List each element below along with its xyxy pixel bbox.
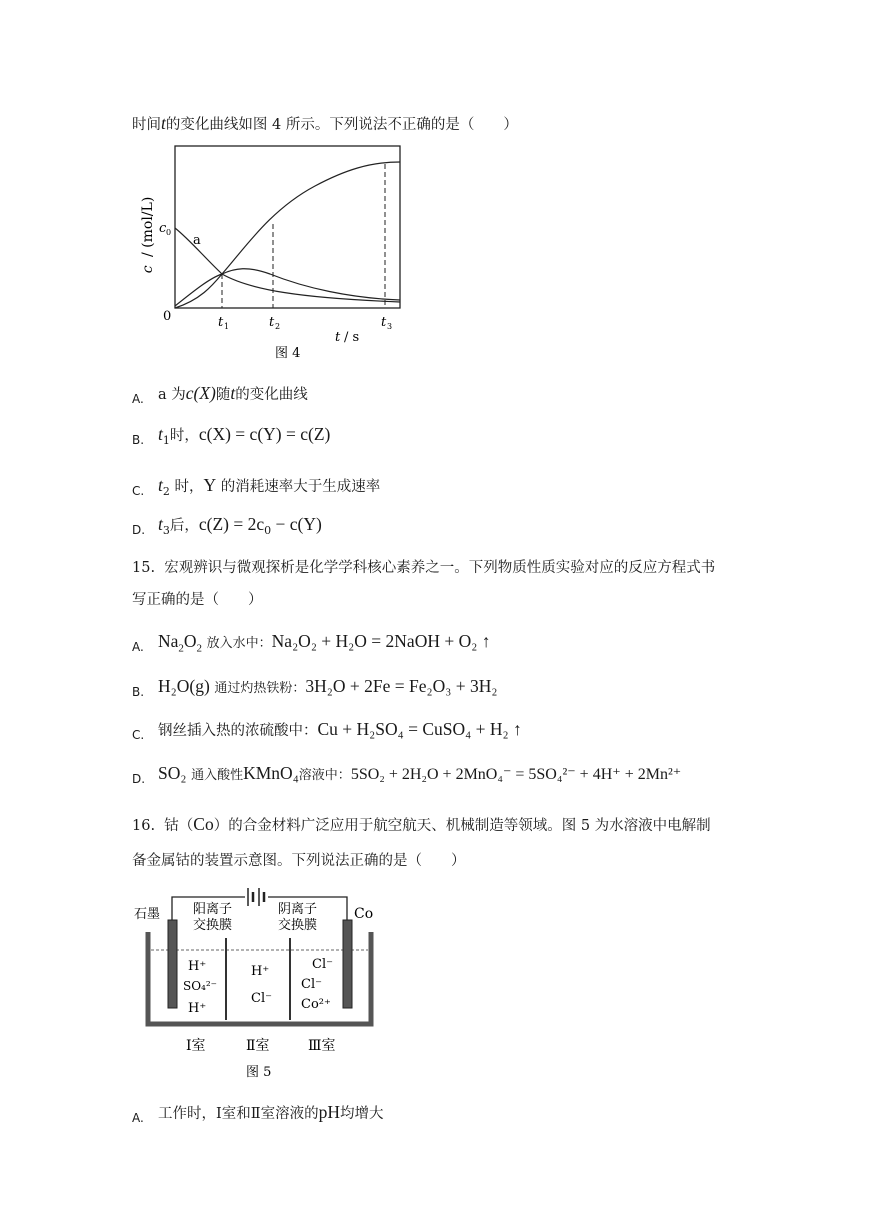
graphite-electrode [168,920,177,1008]
q16-stem-line2: 备金属钴的装置示意图。下列说法正确的是（ ） [132,853,466,869]
plot-frame [175,146,400,308]
room2-ion-2: Cl⁻ [251,991,272,1006]
q14-option-a: A. a 为c(X)随t的变化曲线 [132,383,308,406]
room3-ion-2: Cl⁻ [301,977,322,992]
cation-membrane-label-1: 阳离子 [193,902,233,917]
co-electrode [343,920,352,1008]
q15-option-b: B. H₂O(g) 通过灼热铁粉：3H₂O + 2Fe = Fe₂O₃ + 3H₂ [132,676,498,699]
q15-stem-line2: 写正确的是（ ） [132,592,263,608]
c0-sub: 0 [166,228,172,237]
q16-stem-line1: 16. 钴（Co）的合金材料广泛应用于航空航天、机械制造等领域。图 5 为水溶液中电解制 [132,814,711,834]
room1-label: Ⅰ室 [186,1038,206,1054]
room2-label: Ⅱ室 [246,1038,270,1054]
room1-ion-2: SO₄²⁻ [183,979,218,993]
t2-label: t [269,315,275,330]
t3-sub: 3 [387,322,393,331]
xlabel-unit: / s [344,330,360,345]
q15-option-c: C. 钢丝插入热的浓硫酸中：Cu + H₂SO₄ = CuSO₄ + H₂ ↑ [132,719,522,742]
anion-membrane-label-1: 阴离子 [278,902,318,917]
cation-membrane-label-2: 交换膜 [193,918,233,933]
ylabel-unit: / (mol/L) [140,196,156,257]
t1-label: t [218,315,224,330]
figure-5-caption: 图 5 [246,1065,272,1080]
room1-ion-1: H⁺ [188,959,207,974]
figure-4 [130,140,420,365]
q14-option-b: B. $t_1$时，c(X) = c(Y) = c(Z) [132,424,331,447]
room2-ion-1: H⁺ [251,964,270,979]
ylabel-c: c [140,265,156,274]
battery-icon [248,888,264,906]
t3-label: t [381,315,387,330]
q14-option-d: D. $t_3$后，$c(Z) = 2c_0 - c(Y)$ [132,514,322,537]
figure-5 [128,880,388,1085]
curve-a-label: a [193,233,201,248]
room3-ion-1: Cl⁻ [312,957,333,972]
var-t: t [161,113,166,133]
q14-option-c: C. $t_2$ 时，Y 的消耗速率大于生成速率 [132,475,381,498]
xlabel-t: t [335,330,341,345]
figure-4-caption: 图 4 [275,346,301,361]
svg-text:c / (mol/L) [140,197,156,274]
curve-z [175,162,400,308]
room1-ion-3: H⁺ [188,1001,207,1016]
q15-option-a: A. $Na_2O_2$ 放入水中：Na₂O₂ + H₂O = 2NaOH + O₂ ↑ [132,631,491,655]
origin-label: 0 [163,309,172,324]
reagent-na2o2: $Na_2O_2$ [158,631,203,655]
q15-option-d: D. SO₂ 通入酸性KMnO₄溶液中：5SO₂ + 2H₂O + 2MnO₄⁻ = 5SO₄²⁻ + 4H⁺ + 2Mn²⁺ [132,763,682,786]
q16-option-a: A. 工作时，Ⅰ室和Ⅱ室溶液的pH均增大 [132,1102,384,1125]
room3-label: Ⅲ室 [308,1038,336,1054]
curve-a [175,228,400,302]
t1-sub: 1 [224,322,230,331]
co-electrode-label: Co [354,906,374,922]
t2-sub: 2 [275,322,281,331]
c0-label: c [159,221,167,236]
anion-membrane-label-2: 交换膜 [278,918,318,933]
q15-stem-line1: 15. 宏观辨识与微观探析是化学学科核心素养之一。下列物质性质实验对应的反应方程式书 [132,560,716,576]
q14-stem: 时间t的变化曲线如图 4 所示。下列说法不正确的是（ ） [132,113,518,133]
graphite-label: 石墨 [134,907,161,922]
room3-ion-3: Co²⁺ [301,997,331,1012]
